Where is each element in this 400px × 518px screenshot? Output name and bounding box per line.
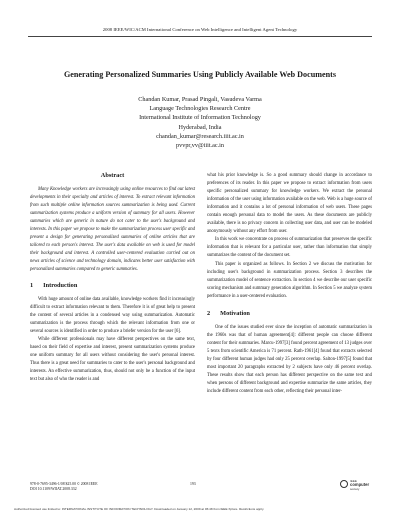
intro-heading — [30, 282, 195, 290]
intro-paragraph-3: what his prior knowledge is. So a good summary should change in accordance to preferences of its reader. In this paper we propose to extract information from users specific personalized summary for knowledge workers. We extract the personal information of the user using information available on the web. Web is a huge source of information and it contains a lot of personal information of web users. These pages contain enough personal data to model the users. As these documents are publicly available, there is no privacy concern in collecting user data, and user can be modeled anonymously without any effort from user. — [207, 173, 372, 235]
page-number: 193 — [190, 482, 196, 486]
logo-emblem-icon — [340, 480, 348, 488]
abstract — [30, 186, 195, 275]
conference-header: 2008 IEEE/WIC/ACM International Conference on Web Intelligence and Intelligent Agent Technology — [102, 27, 298, 32]
abstract-text: Many Knowledge workers are increasingly using online resources to find out latest developments in their specialty and articles of interest. To extract relevant information from such multiple online information sources summarization is being used. Current summarization systems produce a uniform version of summary for all users. However summaries which are generic in nature do not cater to the user's background and interests. In this paper we propose to make the summarization process user specific and present a design for generating personalized summaries of online articles that are tailored to each person's interest. The user's data available on web is used for model their background and interest. A controlled user-centered evaluation carried out on news articles of science and technology domain, indicates better user satisfaction with personalized summaries compared to generic summaries. — [30, 187, 195, 273]
left-column — [30, 172, 195, 384]
motivation-paragraph-1: One of the issues studied ever since the inception of automatic summarization in the 1960s was that of human agreement[4]: different people can choose different content for their summaries. Marcu-1997[3] found percent agreement of 13 judges over 5 texts from scientific America is 71 percent. Rath-1961[4] found that extracts selected by four different human judges had only 25 percent overlap. Salton-1997[5] found that most important 20 paragraphs extracted by 2 subjects have only 46 percent overlap. These results show that each person has different perspective on the same text and when persons of different background and expertise summarize the same articles, they include different content from each other, reflecting their personal inter- — [207, 324, 372, 395]
footer-publication-info — [30, 482, 98, 492]
motivation-heading — [207, 310, 372, 318]
author-block — [95, 95, 305, 150]
abstract-heading: Abstract — [100, 172, 125, 179]
intro-paragraph-4: In this work we concentrate on process of summarization that preserves the specific information that is relevant for a particular user, rather than information that simply summarizes the content of the document set. — [207, 237, 372, 259]
intro-title: Introduction — [43, 281, 78, 289]
right-column — [207, 172, 372, 396]
logo-line-3: society — [350, 487, 360, 492]
author-email-1: chandan_kumar@research.iiit.ac.in — [156, 132, 244, 140]
ieee-computer-society-logo — [340, 479, 374, 495]
header-rule — [28, 36, 372, 37]
author-email-2: pvvpr,vv@iiit.ac.in — [176, 142, 224, 150]
download-note: Authorized licensed use limited to: INTERNATIONAL INSTITUTE OF INFORMATION TECHNOLOGY. Downloaded on January 12, 2009 at 06:48 from IEEE Xplore. Restrictions apply. — [14, 507, 265, 511]
logo-line-1: IEEE — [350, 479, 357, 483]
motivation-number: 2 — [207, 309, 211, 317]
author-names: Chandan Kumar, Prasad Pingali, Vasudeva Varma — [138, 96, 262, 103]
paper-title: Generating Personalized Summaries Using Publicly Available Web Documents — [63, 70, 337, 79]
author-city: Hyderabad, India — [178, 123, 222, 131]
author-department: Language Technologies Research Centre — [149, 105, 251, 113]
footer-doi: DOI 10.1109/WIIAT.2008.332 — [30, 487, 77, 491]
intro-paragraph-2: While different professionals may have different perspectives on the same text, based on their field of expertise and interest, present summarization systems produce one uniform summary for all users without considering the user's personal interest. Thus there is a great need for summaries to cater to the user's personal background and interests. An effective summarization, thus, should not only be a function of the input text but also of who the reader is and — [30, 336, 195, 382]
motivation-title: Motivation — [220, 309, 250, 317]
intro-paragraph-1: With huge amount of online data available, knowledge workers find it increasingly difficult to extract information relevant to them. Therefore it is of great help to present the content of several articles in a condensed way using summarization. Automatic summarization is the process through which the relevant information from one or several sources is identified in order to produce a briefer version for the user [6]. — [30, 296, 195, 334]
footer-isbn: 978-0-7695-3496-1/08 $25.00 © 2008 IEEE — [30, 482, 98, 486]
intro-number: 1 — [30, 281, 34, 289]
logo-line-2: computer — [350, 482, 370, 488]
author-institute: International Institute of Information Technology — [139, 114, 261, 122]
intro-paragraph-5: This paper is organized as follows. In Section 2 we discuss the motivation for including user's background in summarization process. Section 3 describes the summarization model of sentence extraction. In section 4 we describe our user specific scoring mechanism and summary generation algorithm. In Section 5 we analyze system performance in a user-centered evaluation. — [207, 261, 372, 299]
